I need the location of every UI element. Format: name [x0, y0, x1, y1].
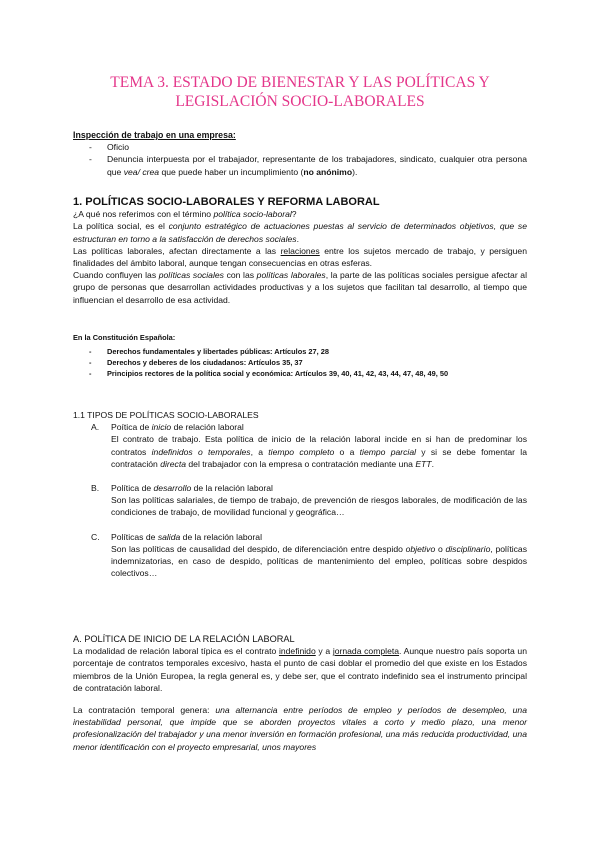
inspection-block [73, 129, 527, 178]
type-c-title: Políticas de salida de la relación laboral [111, 531, 262, 542]
section-1-paragraph-2: Las políticas laborales, afectan directamente a las relaciones entre los sujetos mercado de trabajo, y persiguen finalidades del ámbito laboral, aunque tengan consecuencias en otras esferas. [73, 245, 527, 269]
section-1 [73, 196, 527, 306]
bullet-dash: - [89, 154, 92, 165]
section-a [73, 633, 527, 753]
type-c-body: Son las políticas de causalidad del despido, de diferenciación entre despido objetivo o disciplinario, políticas indemnizatorias, en caso de despido, políticas de mantenimiento del empleo, políticas sobre despidos colectivos… [111, 543, 527, 579]
inspection-item-1: - Oficio [89, 142, 129, 153]
type-b: B. Política de desarrollo de la relación laboral Son las políticas salariales, de tiempo de trabajo, de prevención de riesgos laborales, de modificación de las condiciones de trabajo, de movilidad funcional y geográfica… [91, 483, 527, 518]
title-line-1: TEMA 3. ESTADO DE BIENESTAR Y LAS POLÍTICAS Y [110, 74, 490, 91]
type-b-body: Son las políticas salariales, de tiempo de trabajo, de prevención de riesgos laborales, de modificación de las condiciones de trabajo, de movilidad funcional y geográfica… [111, 495, 527, 518]
section-1-heading: 1. POLÍTICAS SOCIO-LABORALES Y REFORMA LABORAL [73, 196, 380, 208]
constitution-item: - Derechos y deberes de los ciudadanos: Artículos 35, 37 [89, 358, 303, 367]
section-1-paragraph-3: Cuando confluyen las políticas sociales con las políticas laborales, la parte de las políticas sociales persigue afectar al grupo de personas que desarrollan actividades productivas y a los sujetos que facilitan tal desarrollo, al tiempo que influencian el desarrollo de esa actividad. [73, 270, 528, 305]
section-a-paragraph-1: La modalidad de relación laboral típica es el contrato indefinido y a jornada completa. Aunque nuestro país soporta un porcentaje de contratos temporales excesivo, hasta el punto de casi doblar el promedio del que existe en los Estados miembros de la Unión Europea, la regla general es, y debe ser, que el contrato indefinido sea el instrumento principal de contratación laboral. [73, 646, 527, 693]
section-a-heading: A. POLÍTICA DE INICIO DE LA RELACIÓN LABORAL [73, 634, 295, 644]
constitution-block [73, 332, 527, 379]
section-a-paragraph-2: La contratación temporal genera: una alternancia entre períodos de empleo y períodos de desempleo, una inestabilidad personal, que impide que se aborden proyectos vitales a corto y medio plazo, una menor profesionalización del trabajador y una menor inversión en formación profesional, una más reducida productividad, una menor identificación con el proyecto empresarial, unos mayores [73, 705, 527, 752]
type-a: A. Poítica de inicio de relación laboral El contrato de trabajo. Esta política de inicio de la relación laboral incide en si han de predominar los contratos indefinidos o temporales, a tiempo completo o a tiempo parcial y si se debe fomentar la contratación directa del trabajador con la empresa o contratación mediante una ETT. [91, 422, 527, 469]
inspection-heading: Inspección de trabajo en una empresa: [73, 130, 236, 140]
section-1-1 [73, 409, 527, 579]
section-1-1-heading: 1.1 TIPOS DE POLÍTICAS SOCIO-LABORALES [73, 410, 259, 420]
constitution-item: - Derechos fundamentales y libertades públicas: Artículos 27, 28 [89, 347, 329, 356]
section-1-paragraph-1: La política social, es el conjunto estratégico de actuaciones puestas al servicio de determinados objetivos, que se estructuran en torno a la satisfacción de derechos sociales. [73, 221, 527, 244]
type-a-title: Poítica de inicio de relación laboral [111, 422, 244, 433]
section-1-question: ¿A qué nos referimos con el término política socio-laboral? [73, 209, 297, 220]
constitution-item: - Principios rectores de la política social y económica: Artículos 39, 40, 41, 42, 43, 44, 47, 48, 49, 50 [89, 369, 449, 378]
title-line-2: LEGISLACIÓN SOCIO-LABORALES [175, 93, 425, 110]
type-c: C. Políticas de salida de la relación laboral Son las políticas de causalidad del despido, de diferenciación entre despido objetivo o disciplinario, políticas indemnizatorias, en caso de despido, políticas de mantenimiento del empleo, políticas sobre despidos colectivos… [91, 531, 527, 579]
document-title [60, 73, 540, 111]
bullet-dash: - [89, 142, 92, 153]
inspection-item-2: - Denuncia interpuesta por el trabajador, representante de los trabajadores, sindicato, cualquier otra persona que vea/ crea que puede haber un incumplimiento (no anónimo). [89, 154, 527, 177]
type-a-body: El contrato de trabajo. Esta política de inicio de la relación laboral incide en si han de predominar los contratos indefinidos o temporales, a tiempo completo o a tiempo parcial y si se debe fomentar la contratación directa del trabajador con la empresa o contratación mediante una ETT. [111, 434, 527, 469]
constitution-heading: En la Constitución Española: [73, 333, 176, 342]
type-b-title: Política de desarrollo de la relación laboral [111, 483, 273, 494]
